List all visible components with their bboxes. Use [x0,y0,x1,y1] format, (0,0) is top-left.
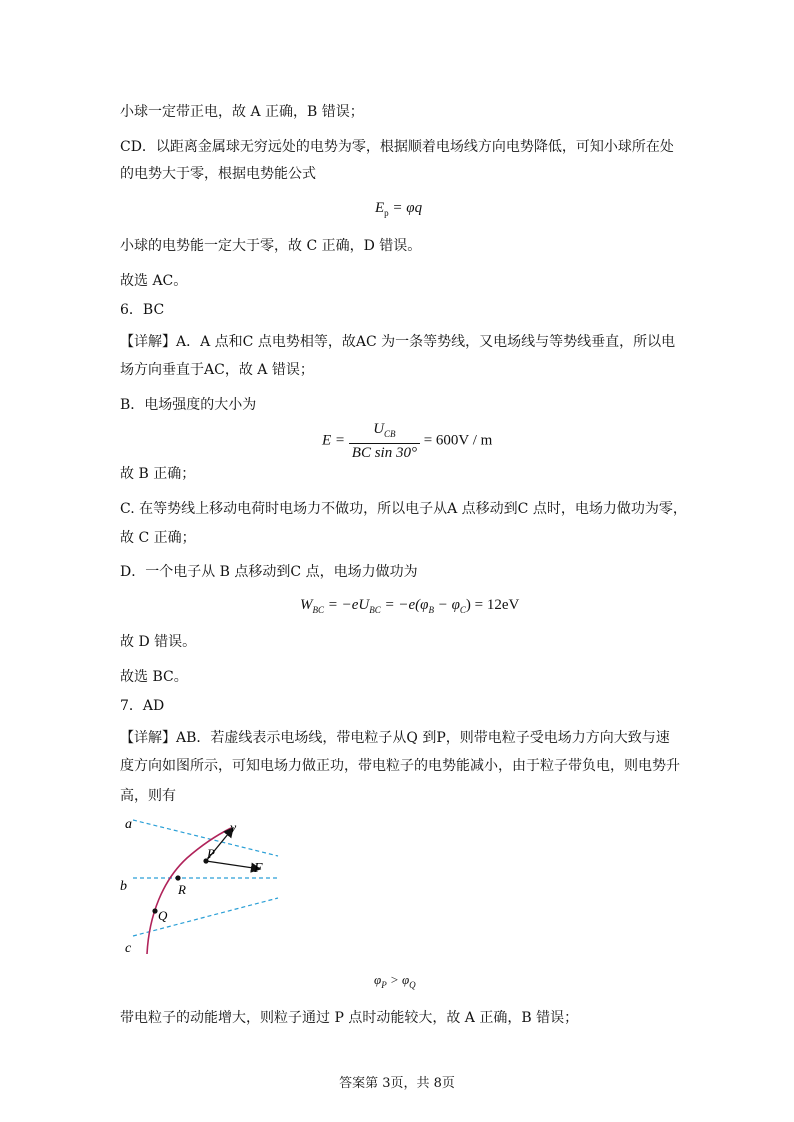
text-line: 故选 BC。 [120,669,188,685]
text-line: 的电势大于零，根据电势能公式 [120,166,316,182]
field-line-c [133,898,278,936]
label-P: P [207,846,215,861]
text-line: CD．以距离金属球无穷远处的电势为零，根据顺着电场线方向电势降低，可知小球所在处 [120,139,674,155]
text-line: 高，则有 [120,788,176,804]
text-line: D．一个电子从 B 点移动到C 点，电场力做功为 [120,564,418,580]
point-Q [152,908,157,913]
text-line: 小球的电势能一定大于零，故 C 正确，D 错误。 [120,238,422,254]
equation-potential-energy: $E_p = \varphi q$ [375,200,423,218]
label-c: c [125,941,132,956]
equation-potential-compare: $\varphi_P > \varphi_Q$ [374,972,416,990]
particle-trajectory [147,828,231,954]
text-line: 场方向垂直于AC，故 A 错误； [120,362,314,378]
text-line: 度方向如图所示，可知电场力做正功，带电粒子的电势能减小，由于粒子带负电，则电势升 [120,758,680,774]
field-line-a [133,820,278,856]
label-b: b [120,879,127,894]
force-arrow [206,861,260,869]
text-line: 故选 AC。 [120,273,188,289]
label-Q: Q [158,908,168,923]
label-R: R [178,882,186,897]
label-v: v [230,821,237,836]
text-line: 小球一定带正电，故 A 正确，B 错误； [120,104,364,120]
text-line: 故 D 错误。 [120,634,197,650]
page-footer: 答案第 3页，共 8页 [339,1076,455,1091]
question-number: 7．AD [120,698,165,714]
equation-field-strength: E = $\frac{U_{CB}}{\text{BC sin 30°}}$ = 600V / m [322,421,493,461]
text-line: B．电场强度的大小为 [120,397,257,413]
label-F: F [254,861,263,876]
equation-work: $W_{BC} = -eU_{BC} = -e(\varphi_B - \varphi_C) = 12eV$ [300,597,520,615]
text-line: 故 C 正确； [120,530,196,546]
label-a: a [125,817,132,832]
text-line: C. 在等势线上移动电荷时电场力不做功，所以电子从A 点移动到C 点时，电场力做功为零， [120,501,687,517]
point-R [175,875,180,880]
text-line: 【详解】A．A 点和C 点电势相等，故AC 为一条等势线，又电场线与等势线垂直，所以电 [120,334,676,350]
question-number: 6．BC [120,302,165,318]
text-line: 故 B 正确； [120,466,196,482]
field-line-diagram [115,810,295,960]
text-line: 带电粒子的动能增大，则粒子通过 P 点时动能较大，故 A 正确，B 错误； [120,1010,579,1026]
text-line: 【详解】AB．若虚线表示电场线，带电粒子从Q 到P，则带电粒子受电场力方向大致与速 [120,730,670,746]
